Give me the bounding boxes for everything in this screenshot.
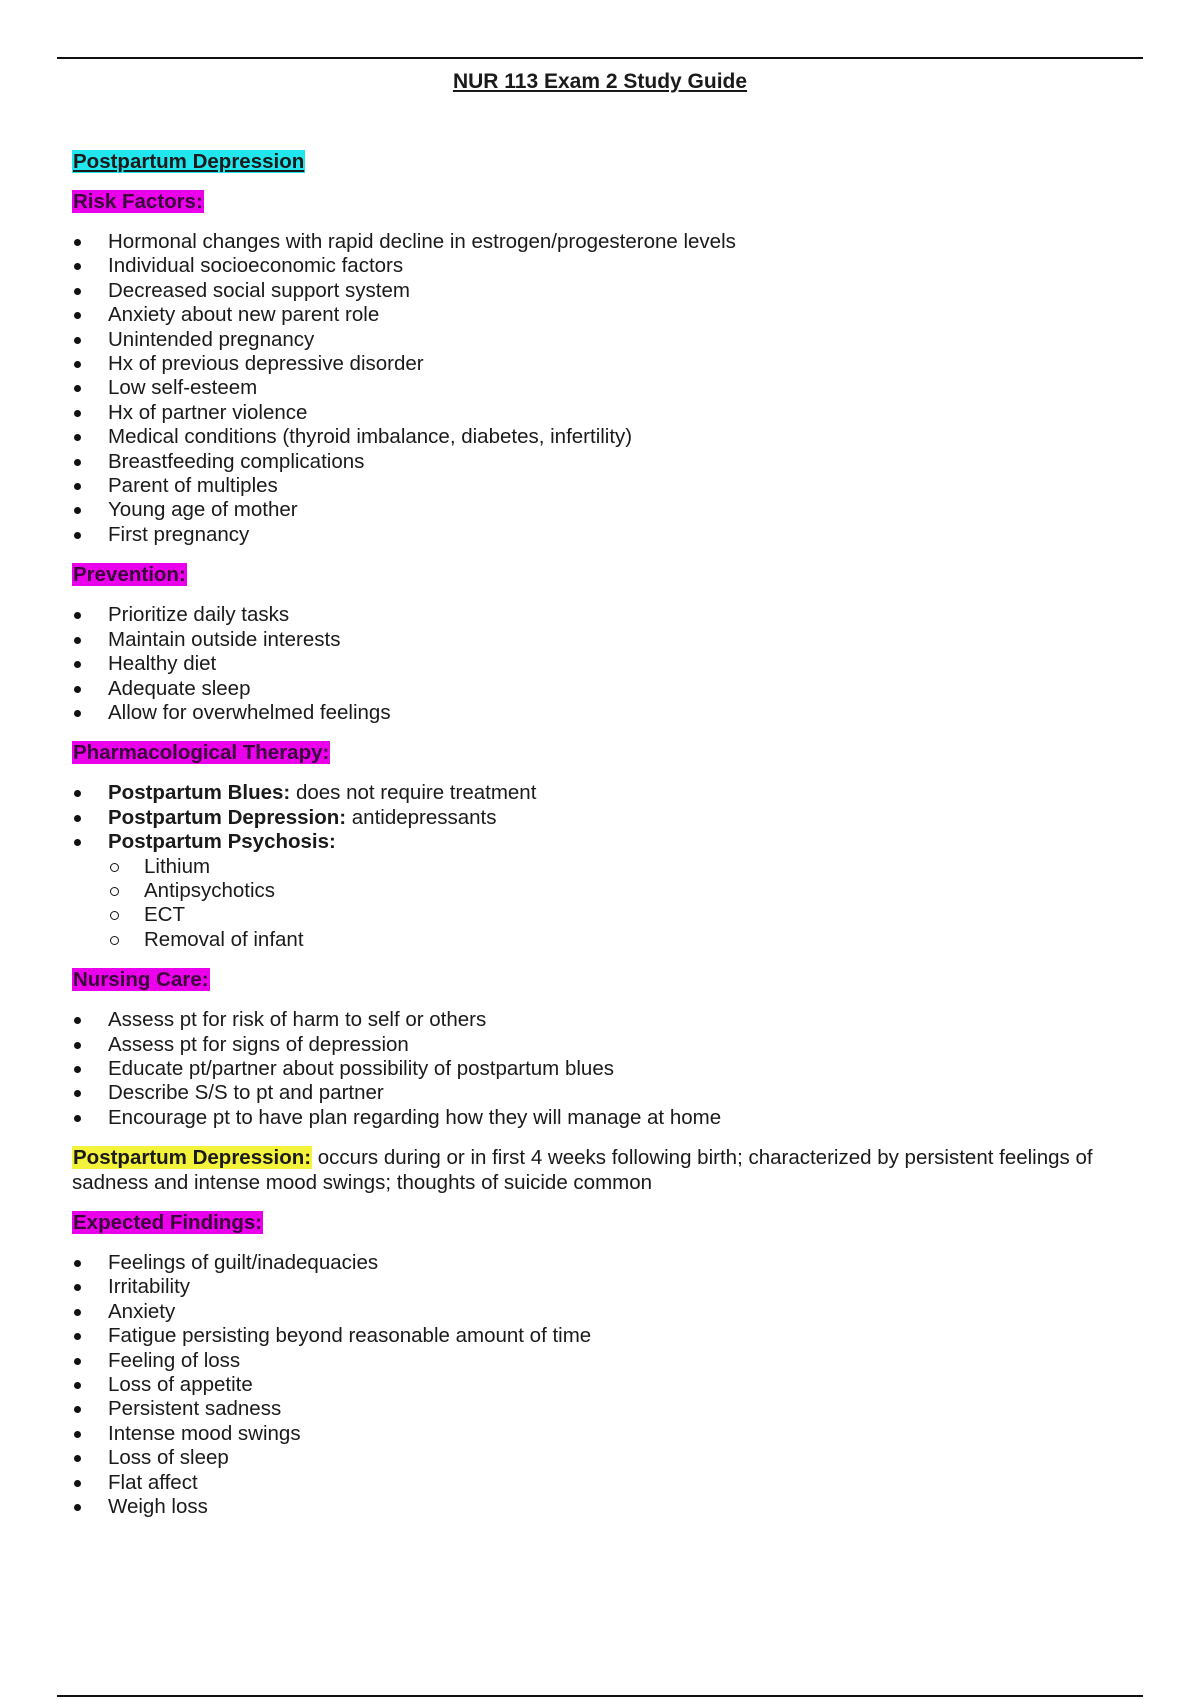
page-title: NUR 113 Exam 2 Study Guide	[452, 70, 748, 93]
list-item: Feeling of loss	[72, 1349, 1152, 1373]
list-item: Flat affect	[72, 1471, 1152, 1495]
nursing-care-list	[72, 1008, 1152, 1130]
list-item: Hormonal changes with rapid decline in estrogen/progesterone levels	[72, 230, 1152, 254]
list-item: Low self-esteem	[72, 376, 1152, 400]
risk-factors-list	[72, 230, 1152, 547]
term: Postpartum Psychosis:	[108, 830, 336, 854]
term-desc: does not require treatment	[290, 781, 537, 805]
list-item: Healthy diet	[72, 652, 1152, 676]
list-item	[72, 830, 1152, 854]
list-item: Antipsychotics	[108, 879, 1152, 903]
psychosis-sub-list	[72, 855, 1152, 953]
definition-text: occurs during or in first 4 weeks following birth; characterized by persistent feelings of sadness and intense mood swings; thoughts of suicide common	[72, 1146, 1093, 1194]
list-item: Irritability	[72, 1275, 1152, 1299]
list-item: Persistent sadness	[72, 1397, 1152, 1421]
list-item: Lithium	[108, 855, 1152, 879]
definition-paragraph	[72, 1146, 1152, 1195]
list-item: First pregnancy	[72, 523, 1152, 547]
list-item: Fatigue persisting beyond reasonable amount of time	[72, 1324, 1152, 1348]
term: Postpartum Depression:	[108, 805, 347, 829]
list-item: Encourage pt to have plan regarding how they will manage at home	[72, 1106, 1152, 1130]
expected-findings-heading-text: Expected Findings:	[73, 1211, 263, 1234]
list-item: Removal of infant	[108, 928, 1152, 952]
term: Postpartum Blues:	[108, 781, 291, 805]
document-body	[72, 150, 1152, 1535]
list-item: Assess pt for risk of harm to self or others	[72, 1008, 1152, 1032]
list-item: Parent of multiples	[72, 474, 1152, 498]
risk-factors-heading	[72, 190, 1152, 214]
list-item: Anxiety	[72, 1300, 1152, 1324]
list-item: Allow for overwhelmed feelings	[72, 701, 1152, 725]
list-item: Individual socioeconomic factors	[72, 254, 1152, 278]
list-item: Describe S/S to pt and partner	[72, 1081, 1152, 1105]
bottom-rule	[57, 1695, 1143, 1697]
list-item: ECT	[108, 903, 1152, 927]
list-item: Breastfeeding complications	[72, 450, 1152, 474]
list-item: Loss of appetite	[72, 1373, 1152, 1397]
expected-findings-heading	[72, 1211, 1152, 1235]
list-item: Assess pt for signs of depression	[72, 1033, 1152, 1057]
list-item: Young age of mother	[72, 498, 1152, 522]
list-item: Decreased social support system	[72, 279, 1152, 303]
definition-term: Postpartum Depression:	[73, 1146, 312, 1170]
prevention-heading-text: Prevention:	[73, 563, 186, 587]
prevention-list	[72, 603, 1152, 725]
list-item: Adequate sleep	[72, 677, 1152, 701]
list-item: Feelings of guilt/inadequacies	[72, 1251, 1152, 1275]
pharm-therapy-list	[72, 781, 1152, 854]
list-item: Loss of sleep	[72, 1446, 1152, 1470]
nursing-care-heading-text: Nursing Care:	[73, 968, 209, 992]
prevention-heading	[72, 563, 1152, 587]
list-item	[72, 806, 1152, 830]
top-rule	[57, 57, 1143, 59]
list-item: Hx of previous depressive disorder	[72, 352, 1152, 376]
pharm-therapy-heading	[72, 741, 1152, 765]
expected-findings-list	[72, 1251, 1152, 1519]
list-item: Weigh loss	[72, 1495, 1152, 1519]
list-item: Prioritize daily tasks	[72, 603, 1152, 627]
list-item: Unintended pregnancy	[72, 328, 1152, 352]
main-heading	[72, 150, 1152, 174]
nursing-care-heading	[72, 968, 1152, 992]
list-item: Hx of partner violence	[72, 401, 1152, 425]
list-item: Maintain outside interests	[72, 628, 1152, 652]
list-item: Educate pt/partner about possibility of postpartum blues	[72, 1057, 1152, 1081]
term-desc: antidepressants	[346, 805, 497, 829]
list-item: Intense mood swings	[72, 1422, 1152, 1446]
list-item	[72, 781, 1152, 805]
list-item: Anxiety about new parent role	[72, 303, 1152, 327]
risk-factors-heading-text: Risk Factors:	[73, 190, 203, 213]
main-heading-text: Postpartum Depression	[73, 150, 305, 173]
list-item: Medical conditions (thyroid imbalance, diabetes, infertility)	[72, 425, 1152, 449]
pharm-therapy-heading-text: Pharmacological Therapy:	[73, 741, 330, 765]
